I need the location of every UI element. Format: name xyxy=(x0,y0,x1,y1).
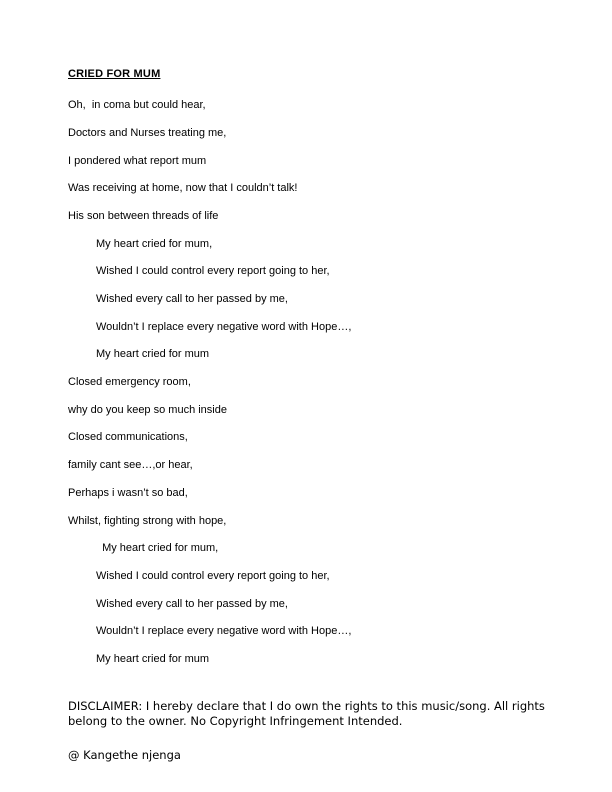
section-spacer xyxy=(68,681,546,699)
lyric-line: Perhaps i wasn’t so bad, xyxy=(68,486,188,499)
author-signature: @ Kangethe njenga xyxy=(68,747,181,762)
lyric-line: His son between threads of life xyxy=(68,209,219,222)
stanza-two xyxy=(68,376,546,666)
lyric-line: Doctors and Nurses treating me, xyxy=(68,126,227,139)
page-title: CRIED FOR MUM xyxy=(68,68,161,80)
document-body xyxy=(68,68,546,763)
lyric-line-indented: Wouldn’t I replace every negative word with Hope…, xyxy=(96,320,352,333)
lyric-line: Closed communications, xyxy=(68,431,188,444)
lyric-line: Closed emergency room, xyxy=(68,376,191,389)
lyric-line-indented: Wished every call to her passed by me, xyxy=(96,597,288,610)
disclaimer-text: DISCLAIMER: I hereby declare that I do own the rights to this music/song. All rights belong to the owner. No Copyright Infringement Intended. xyxy=(68,698,545,729)
lyric-line: why do you keep so much inside xyxy=(68,403,227,416)
lyric-line-indented: Wished I could control every report going to her, xyxy=(96,265,330,278)
lyric-line-indented: My heart cried for mum xyxy=(96,652,210,665)
lyric-line-indented: Wouldn’t I replace every negative word with Hope…, xyxy=(96,625,352,638)
lyric-line-indented: Wished I could control every report going to her, xyxy=(96,569,330,582)
lyric-line: Whilst, fighting strong with hope, xyxy=(68,514,227,527)
lyric-line-indented: My heart cried for mum, xyxy=(96,237,213,250)
lyric-line: Oh, in coma but could hear, xyxy=(68,99,206,112)
lyric-line: I pondered what report mum xyxy=(68,154,207,167)
stanza-one xyxy=(68,99,546,361)
lyric-line-indented: My heart cried for mum xyxy=(96,348,210,361)
lyric-line: family cant see…,or hear, xyxy=(68,459,193,472)
lyric-line-indented: My heart cried for mum, xyxy=(99,542,219,555)
lyric-line: Was receiving at home, now that I couldn’t talk! xyxy=(68,182,298,195)
lyric-line-indented: Wished every call to her passed by me, xyxy=(96,293,288,305)
